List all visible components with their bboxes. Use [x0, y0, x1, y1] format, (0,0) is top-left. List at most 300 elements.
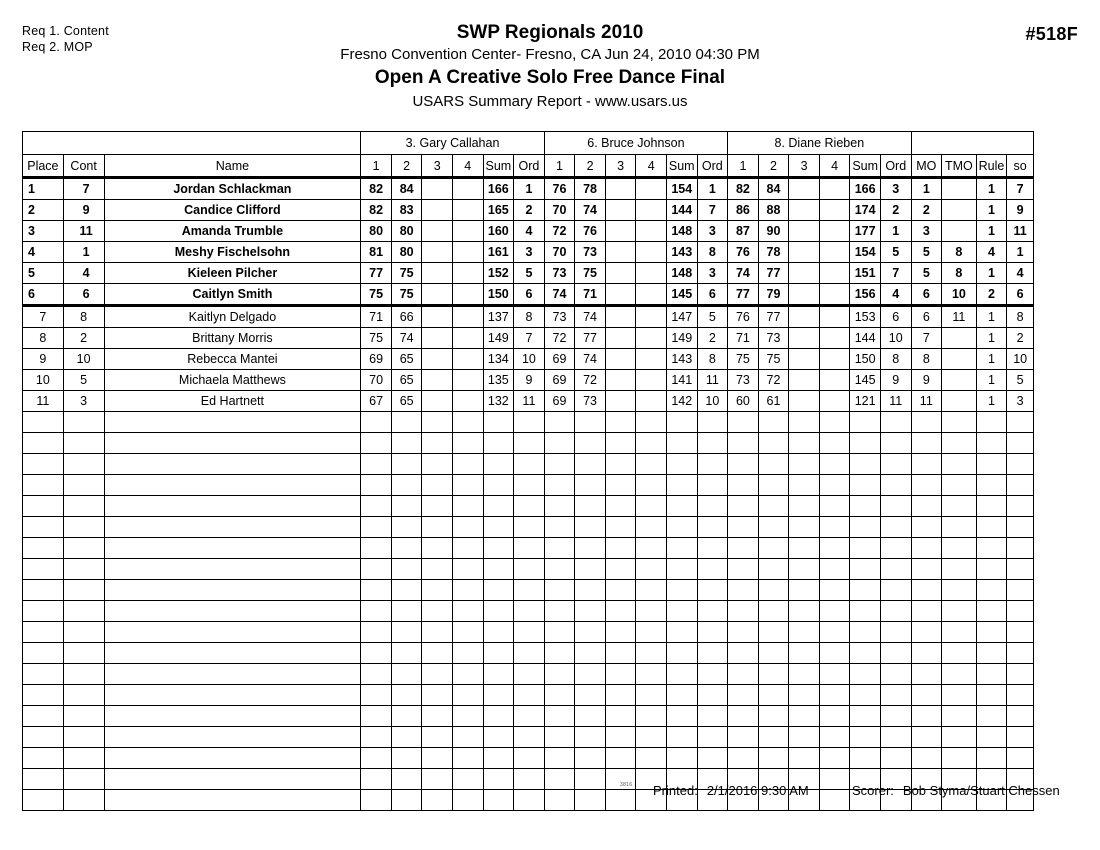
cell-j1-ord	[514, 517, 545, 538]
table-row[interactable]	[23, 242, 1034, 263]
cell-j1-mark-1	[361, 622, 392, 643]
cell-j3-sum	[850, 496, 881, 517]
cell-j3-mark-1	[728, 538, 759, 559]
cell-j1-sum	[483, 643, 514, 664]
cell-j1-mark-3	[422, 517, 453, 538]
cell-j3-mark-2	[758, 664, 789, 685]
col-header-j1-sum: Sum	[483, 155, 514, 178]
cell-tmo	[942, 200, 977, 221]
cell-j2-mark-1	[544, 517, 575, 538]
cell-j1-sum: 132	[483, 391, 514, 412]
cell-j1-mark-4	[453, 727, 484, 748]
cell-rule: 1	[976, 263, 1007, 284]
cell-j3-mark-4	[819, 284, 850, 306]
cell-j1-mark-1	[361, 706, 392, 727]
cell-j1-mark-4	[453, 263, 484, 284]
cell-rule	[976, 685, 1007, 706]
cell-j3-ord: 8	[880, 349, 911, 370]
col-header-j3-mark-1: 1	[728, 155, 759, 178]
cell-j3-mark-1	[728, 685, 759, 706]
cell-j2-ord	[697, 685, 728, 706]
cell-tmo	[942, 496, 977, 517]
cell-tmo	[942, 601, 977, 622]
table-row-empty[interactable]	[23, 685, 1034, 706]
cell-j2-ord	[697, 475, 728, 496]
cell-cont	[63, 706, 104, 727]
cell-place	[23, 748, 64, 769]
cell-j3-ord	[880, 580, 911, 601]
cell-j3-sum	[850, 664, 881, 685]
cell-j1-mark-3	[422, 284, 453, 306]
cell-j1-mark-2: 83	[391, 200, 422, 221]
cell-j3-mark-4	[819, 580, 850, 601]
cell-j1-mark-2	[391, 727, 422, 748]
cell-j1-mark-2	[391, 706, 422, 727]
cell-j1-mark-1	[361, 559, 392, 580]
cell-mo	[911, 580, 942, 601]
cell-j3-mark-1: 76	[728, 242, 759, 263]
cell-j1-mark-3	[422, 496, 453, 517]
table-row[interactable]	[23, 284, 1034, 306]
cell-j2-mark-2	[575, 643, 606, 664]
cell-j3-mark-1: 77	[728, 284, 759, 306]
cell-j2-sum: 142	[666, 391, 697, 412]
cell-j2-mark-2	[575, 601, 606, 622]
cell-j1-mark-2: 66	[391, 306, 422, 328]
cell-tmo	[942, 643, 977, 664]
cell-cont: 2	[63, 328, 104, 349]
cell-j2-mark-4	[636, 748, 667, 769]
cell-j1-mark-4	[453, 306, 484, 328]
cell-cont: 1	[63, 242, 104, 263]
cell-j1-mark-2	[391, 517, 422, 538]
cell-so	[1007, 643, 1034, 664]
cell-j3-mark-3	[789, 727, 820, 748]
cell-rule: 1	[976, 200, 1007, 221]
cell-place	[23, 412, 64, 433]
cell-mo: 7	[911, 328, 942, 349]
cell-j2-mark-1	[544, 664, 575, 685]
cell-j3-mark-4	[819, 475, 850, 496]
cell-j2-sum	[666, 601, 697, 622]
cell-j2-mark-4	[636, 328, 667, 349]
table-row-empty[interactable]	[23, 517, 1034, 538]
cell-j3-mark-2: 90	[758, 221, 789, 242]
cell-cont	[63, 643, 104, 664]
cell-j3-mark-1	[728, 517, 759, 538]
cell-j1-mark-4	[453, 496, 484, 517]
cell-j3-mark-4	[819, 178, 850, 200]
table-row-empty[interactable]	[23, 580, 1034, 601]
cell-j3-mark-2: 77	[758, 306, 789, 328]
cell-name: Amanda Trumble	[104, 221, 361, 242]
cell-j1-sum	[483, 685, 514, 706]
table-row-empty[interactable]	[23, 433, 1034, 454]
cell-j1-ord	[514, 643, 545, 664]
cell-j3-mark-4	[819, 328, 850, 349]
cell-j2-mark-3	[605, 622, 636, 643]
cell-name	[104, 475, 361, 496]
cell-mo: 6	[911, 284, 942, 306]
cell-j3-mark-3	[789, 328, 820, 349]
table-row[interactable]	[23, 391, 1034, 412]
cell-j3-mark-2: 78	[758, 242, 789, 263]
cell-j3-mark-4	[819, 601, 850, 622]
cell-j2-mark-2	[575, 706, 606, 727]
table-row-empty[interactable]	[23, 706, 1034, 727]
cell-j2-mark-2	[575, 454, 606, 475]
cell-mo: 5	[911, 242, 942, 263]
cell-j1-ord	[514, 412, 545, 433]
cell-j2-mark-4	[636, 412, 667, 433]
cell-j2-mark-1: 74	[544, 284, 575, 306]
cell-j3-mark-3	[789, 643, 820, 664]
cell-j3-mark-4	[819, 391, 850, 412]
cell-j1-sum	[483, 454, 514, 475]
cell-j3-mark-1	[728, 643, 759, 664]
cell-j3-sum	[850, 622, 881, 643]
cell-j1-mark-3	[422, 622, 453, 643]
cell-j2-mark-3	[605, 727, 636, 748]
cell-tmo	[942, 328, 977, 349]
cell-j1-mark-1	[361, 643, 392, 664]
cell-j2-ord	[697, 664, 728, 685]
table-row-empty[interactable]	[23, 475, 1034, 496]
cell-j3-mark-1: 75	[728, 349, 759, 370]
cell-j3-mark-3	[789, 370, 820, 391]
cell-j3-mark-2	[758, 580, 789, 601]
cell-j1-sum: 160	[483, 221, 514, 242]
cell-j3-mark-2	[758, 559, 789, 580]
cell-j1-mark-1	[361, 517, 392, 538]
table-row[interactable]	[23, 263, 1034, 284]
cell-so: 9	[1007, 200, 1034, 221]
cell-mo	[911, 559, 942, 580]
cell-j2-ord	[697, 643, 728, 664]
cell-tmo	[942, 391, 977, 412]
cell-j2-mark-4	[636, 664, 667, 685]
cell-mo	[911, 454, 942, 475]
cell-j2-mark-2	[575, 433, 606, 454]
cell-j2-mark-2	[575, 622, 606, 643]
cell-j3-mark-3	[789, 685, 820, 706]
col-header-j3-sum: Sum	[850, 155, 881, 178]
cell-j2-mark-3	[605, 517, 636, 538]
cell-name	[104, 748, 361, 769]
cell-mo	[911, 706, 942, 727]
cell-j1-mark-2	[391, 412, 422, 433]
cell-j1-mark-3	[422, 601, 453, 622]
cell-j2-mark-4	[636, 221, 667, 242]
table-row[interactable]	[23, 221, 1034, 242]
cell-j2-mark-4	[636, 242, 667, 263]
cell-j1-ord	[514, 727, 545, 748]
cell-j1-mark-4	[453, 178, 484, 200]
cell-j3-mark-3	[789, 242, 820, 263]
cell-j1-mark-4	[453, 200, 484, 221]
cell-name	[104, 622, 361, 643]
cell-cont: 6	[63, 284, 104, 306]
cell-j2-mark-3	[605, 306, 636, 328]
cell-j2-mark-1: 69	[544, 349, 575, 370]
table-row-empty[interactable]	[23, 454, 1034, 475]
document-code: #518F	[1025, 24, 1078, 44]
cell-j2-ord: 8	[697, 349, 728, 370]
cell-j2-mark-4	[636, 622, 667, 643]
cell-j1-mark-4	[453, 433, 484, 454]
cell-rule: 1	[976, 306, 1007, 328]
cell-so: 6	[1007, 284, 1034, 306]
table-row[interactable]	[23, 200, 1034, 221]
cell-place: 8	[23, 328, 64, 349]
cell-j3-mark-3	[789, 454, 820, 475]
cell-j2-sum: 145	[666, 284, 697, 306]
cell-j2-mark-3	[605, 538, 636, 559]
cell-name: Rebecca Mantei	[104, 349, 361, 370]
col-header-j2-mark-4: 4	[636, 155, 667, 178]
col-header-j3-mark-2: 2	[758, 155, 789, 178]
cell-so: 11	[1007, 221, 1034, 242]
cell-j2-sum	[666, 685, 697, 706]
cell-j1-mark-3	[422, 263, 453, 284]
req-line-1: Req 1. Content	[22, 24, 109, 38]
cell-j2-mark-4	[636, 685, 667, 706]
cell-j2-ord: 5	[697, 306, 728, 328]
cell-j3-sum	[850, 643, 881, 664]
cell-j3-mark-2	[758, 727, 789, 748]
cell-j2-mark-2	[575, 727, 606, 748]
cell-j1-mark-4	[453, 664, 484, 685]
cell-j2-mark-2	[575, 412, 606, 433]
table-row-empty[interactable]	[23, 664, 1034, 685]
cell-tmo	[942, 727, 977, 748]
cell-rule	[976, 622, 1007, 643]
cell-j2-sum	[666, 622, 697, 643]
cell-j2-mark-2	[575, 748, 606, 769]
cell-mo: 8	[911, 349, 942, 370]
cell-j1-sum	[483, 496, 514, 517]
cell-cont	[63, 601, 104, 622]
cell-j2-mark-3	[605, 601, 636, 622]
cell-j2-mark-3	[605, 391, 636, 412]
cell-j2-mark-2	[575, 517, 606, 538]
cell-j3-mark-2: 79	[758, 284, 789, 306]
banner-spacer-left	[23, 132, 361, 155]
table-row[interactable]	[23, 370, 1034, 391]
cell-j2-mark-2: 75	[575, 263, 606, 284]
table-row[interactable]	[23, 306, 1034, 328]
cell-place	[23, 601, 64, 622]
cell-j2-sum	[666, 559, 697, 580]
cell-j3-sum: 144	[850, 328, 881, 349]
cell-j3-mark-4	[819, 685, 850, 706]
cell-name	[104, 727, 361, 748]
cell-j1-mark-3	[422, 559, 453, 580]
cell-name	[104, 433, 361, 454]
cell-so	[1007, 475, 1034, 496]
cell-j1-ord: 2	[514, 200, 545, 221]
cell-j3-mark-1	[728, 412, 759, 433]
cell-mo: 1	[911, 178, 942, 200]
cell-j1-mark-3	[422, 412, 453, 433]
cell-j3-mark-4	[819, 306, 850, 328]
cell-j3-mark-1	[728, 727, 759, 748]
cell-j2-mark-2: 77	[575, 328, 606, 349]
cell-mo	[911, 538, 942, 559]
cell-j3-ord	[880, 748, 911, 769]
cell-j1-mark-3	[422, 242, 453, 263]
cell-j2-mark-3	[605, 664, 636, 685]
scorer-stamp	[852, 783, 1060, 798]
cell-j2-ord: 1	[697, 178, 728, 200]
table-row[interactable]	[23, 328, 1034, 349]
cell-j2-mark-1	[544, 685, 575, 706]
cell-place: 1	[23, 178, 64, 200]
cell-tmo	[942, 412, 977, 433]
cell-j1-mark-4	[453, 284, 484, 306]
cell-j1-mark-2: 75	[391, 263, 422, 284]
table-row-empty[interactable]	[23, 601, 1034, 622]
cell-name	[104, 580, 361, 601]
cell-tmo	[942, 517, 977, 538]
cell-j1-mark-2	[391, 622, 422, 643]
cell-place	[23, 538, 64, 559]
cell-j2-mark-2	[575, 664, 606, 685]
col-header-j2-ord: Ord	[697, 155, 728, 178]
cell-j3-mark-4	[819, 200, 850, 221]
cell-j1-mark-1	[361, 412, 392, 433]
cell-j3-mark-3	[789, 349, 820, 370]
cell-j2-mark-4	[636, 601, 667, 622]
cell-mo	[911, 601, 942, 622]
cell-j3-sum	[850, 706, 881, 727]
cell-j2-mark-2	[575, 559, 606, 580]
cell-j3-mark-1: 82	[728, 178, 759, 200]
cell-j2-mark-1	[544, 433, 575, 454]
cell-mo	[911, 727, 942, 748]
cell-j3-mark-2	[758, 706, 789, 727]
cell-j1-mark-1: 82	[361, 178, 392, 200]
scorer-label: Scorer:	[852, 783, 894, 798]
cell-j3-mark-1	[728, 496, 759, 517]
cell-j2-ord	[697, 622, 728, 643]
table-row-empty[interactable]	[23, 643, 1034, 664]
cell-j3-mark-3	[789, 433, 820, 454]
cell-rule	[976, 517, 1007, 538]
venue-line: Fresno Convention Center- Fresno, CA Jun 24, 2010 04:30 PM	[340, 46, 760, 63]
cell-j1-mark-3	[422, 664, 453, 685]
cell-j3-sum: 174	[850, 200, 881, 221]
cell-j3-mark-4	[819, 221, 850, 242]
cell-j1-mark-4	[453, 349, 484, 370]
table-row[interactable]	[23, 178, 1034, 200]
cell-j3-ord	[880, 559, 911, 580]
cell-rule: 1	[976, 370, 1007, 391]
cell-mo	[911, 664, 942, 685]
cell-j1-ord	[514, 622, 545, 643]
cell-so	[1007, 559, 1034, 580]
cell-j3-ord: 9	[880, 370, 911, 391]
cell-j3-mark-2	[758, 517, 789, 538]
cell-mo	[911, 748, 942, 769]
cell-j1-mark-1	[361, 496, 392, 517]
cell-cont: 3	[63, 391, 104, 412]
cell-j1-mark-4	[453, 475, 484, 496]
cell-j3-sum	[850, 580, 881, 601]
table-row-empty[interactable]	[23, 496, 1034, 517]
table-row-empty[interactable]	[23, 538, 1034, 559]
cell-j1-mark-4	[453, 517, 484, 538]
cell-j1-mark-3	[422, 221, 453, 242]
table-row-empty[interactable]	[23, 622, 1034, 643]
cell-j1-mark-4	[453, 580, 484, 601]
cell-j3-sum	[850, 433, 881, 454]
cell-j1-mark-3	[422, 454, 453, 475]
cell-j2-ord	[697, 496, 728, 517]
cell-j3-mark-3	[789, 178, 820, 200]
cell-j1-sum	[483, 580, 514, 601]
cell-tmo	[942, 221, 977, 242]
score-sheet	[22, 131, 1034, 811]
cell-j3-ord	[880, 538, 911, 559]
cell-j1-mark-2: 65	[391, 370, 422, 391]
cell-j1-sum	[483, 475, 514, 496]
cell-j1-sum: 152	[483, 263, 514, 284]
cell-j1-mark-2	[391, 538, 422, 559]
cell-j2-sum: 149	[666, 328, 697, 349]
cell-j1-sum	[483, 538, 514, 559]
cell-j1-mark-3	[422, 306, 453, 328]
cell-j1-mark-4	[453, 454, 484, 475]
cell-j2-mark-3	[605, 580, 636, 601]
table-row-empty[interactable]	[23, 412, 1034, 433]
cell-j3-mark-4	[819, 349, 850, 370]
cell-place: 10	[23, 370, 64, 391]
cell-place	[23, 622, 64, 643]
cell-j2-mark-2: 74	[575, 200, 606, 221]
table-row[interactable]	[23, 349, 1034, 370]
cell-rule	[976, 727, 1007, 748]
cell-j1-ord	[514, 559, 545, 580]
table-row-empty[interactable]	[23, 748, 1034, 769]
cell-j2-mark-4	[636, 433, 667, 454]
cell-rule	[976, 559, 1007, 580]
cell-j1-sum: 135	[483, 370, 514, 391]
table-row-empty[interactable]	[23, 559, 1034, 580]
cell-j2-sum: 143	[666, 242, 697, 263]
col-header-j1-mark-1: 1	[361, 155, 392, 178]
table-row-empty[interactable]	[23, 727, 1034, 748]
cell-j3-mark-3	[789, 517, 820, 538]
cell-j3-mark-4	[819, 643, 850, 664]
cell-j1-ord	[514, 580, 545, 601]
cell-j1-mark-2: 74	[391, 328, 422, 349]
cell-mo: 5	[911, 263, 942, 284]
cell-tmo	[942, 706, 977, 727]
cell-j3-mark-1: 71	[728, 328, 759, 349]
cell-j1-mark-3	[422, 328, 453, 349]
cell-j1-mark-1	[361, 454, 392, 475]
cell-j2-ord	[697, 727, 728, 748]
cell-rule: 1	[976, 221, 1007, 242]
cell-name	[104, 538, 361, 559]
cell-j3-mark-4	[819, 538, 850, 559]
cell-j3-mark-2	[758, 643, 789, 664]
cell-j2-sum: 148	[666, 221, 697, 242]
cell-cont	[63, 622, 104, 643]
cell-j3-sum	[850, 685, 881, 706]
cell-mo	[911, 643, 942, 664]
